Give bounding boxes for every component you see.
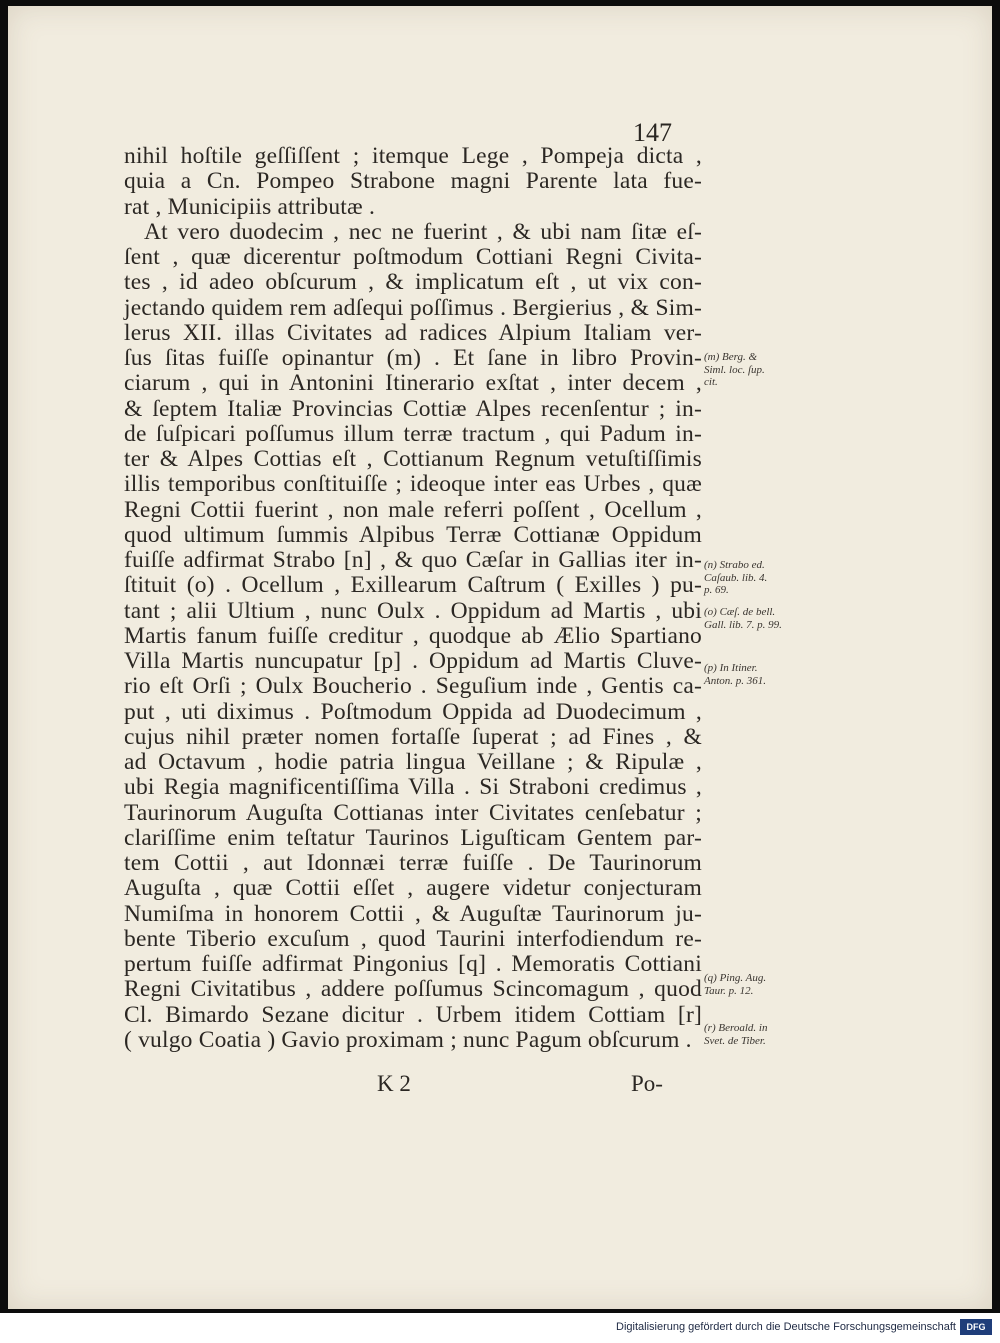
catchword: Po- — [631, 1071, 663, 1096]
text-line: illis temporibus conſtituiſſe ; ideoque inter eas Urbes , quæ — [124, 471, 702, 498]
text-line: ſus ſitas fuiſſe opinantur (m) . Et ſane in libro Provin- — [124, 345, 702, 371]
marginal-note — [704, 1022, 816, 1047]
text-line: ſtituit (o) . Ocellum , Exillearum Caſtrum ( Exilles ) pu- — [124, 572, 702, 599]
funding-notice: Digitalisierung gefördert durch die Deutsche Forschungsgemeinschaft — [616, 1321, 956, 1333]
text-line: fuiſſe adfirmat Strabo [n] , & quo Cæſar in Gallias iter in- — [124, 547, 702, 573]
text-line: ter & Alpes Cottias eſt , Cottianum Regnum vetuſtiſſimis — [124, 446, 702, 472]
marginal-note-line: Taur. p. 12. — [704, 984, 754, 997]
text-line: ( vulgo Coatia ) Gavio proximam ; nunc Pagum obſcurum . — [124, 1026, 692, 1053]
text-line: cujus nihil præter nomen fortaſſe ſuperat ; ad Fines , & — [124, 723, 702, 750]
marginal-note-line: Anton. p. 361. — [704, 674, 767, 687]
marginal-note-line: (m) Berg. & — [704, 351, 758, 363]
text-line: Numiſma in honorem Cottii , & Auguſtæ Taurinorum ju- — [124, 900, 702, 927]
marginal-note-line: Svet. de Tiber. — [704, 1034, 766, 1047]
text-line: ubi Regia magnificentiſſima Villa . Si Straboni credimus , — [124, 774, 702, 801]
marginal-note-line: (q) Ping. Aug. — [704, 972, 767, 984]
text-line: jectando quidem rem adſequi poſſimus . Bergierius , & Sim- — [124, 294, 702, 321]
text-line: Martis fanum fuiſſe creditur , quodque ab Ælio Spartiano — [124, 622, 702, 649]
marginal-note — [704, 606, 816, 631]
text-line: lerus XII. illas Civitates ad radices Alpium Italiam ver- — [124, 319, 702, 346]
text-line: bente Tiberio excuſum , quod Taurini interfodiendum re- — [124, 925, 702, 952]
main-text — [124, 144, 702, 1053]
text-line: quod ultimum ſummis Alpibus Terræ Cottianæ Oppidum — [124, 521, 702, 548]
text-line: Taurinorum Auguſta Cottianas inter Civitates cenſebatur ; — [124, 799, 702, 826]
marginal-note-line: (p) In Itiner. — [704, 662, 758, 674]
text-line: rio eſt Orſi ; Oulx Boucherio . Seguſium inde , Gentis ca- — [124, 673, 702, 700]
marginal-note-line: (n) Strabo ed. — [704, 559, 765, 571]
text-line: ad Octavum , hodie patria lingua Veillane ; & Ripulæ , — [124, 749, 702, 775]
text-line: & ſeptem Italiæ Provincias Cottiæ Alpes recenſentur ; in- — [124, 395, 702, 422]
digitization-footer — [0, 1313, 1000, 1343]
text-line: tant ; alii Ultium , nunc Oulx . Oppidum ad Martis , ubi — [124, 597, 702, 624]
marginal-note-line: (r) Beroald. in — [704, 1022, 768, 1034]
text-line: Villa Martis nuncupatur [p] . Oppidum ad Martis Cluve- — [124, 648, 702, 674]
book-page — [8, 6, 992, 1309]
marginal-note — [704, 351, 816, 389]
marginal-note-line: Siml. loc. ſup. — [704, 363, 765, 376]
marginal-note-line: Caſaub. lib. 4. — [704, 571, 768, 584]
text-line: tem Cottii , aut Idonnæi terræ fuiſſe . De Taurinorum — [124, 850, 702, 876]
marginal-note — [704, 972, 816, 997]
text-line: pertum fuiſſe adfirmat Pingonius [q] . Memoratis Cottiani — [124, 951, 702, 977]
marginal-note-line: p. 69. — [704, 584, 729, 596]
text-line: quia a Cn. Pompeo Strabone magni Parente lata fue- — [124, 168, 702, 195]
dfg-logo: DFG — [960, 1319, 992, 1335]
text-line: de ſuſpicari poſſumus illum terræ tractum , qui Padum in- — [124, 420, 702, 447]
text-line: clariſſime enim teſtatur Taurinos Liguſticam Gentem par- — [124, 824, 702, 851]
text-line: ſent , quæ dicerentur poſtmodum Cottiani Regni Civita- — [124, 244, 702, 270]
marginal-note-line: cit. — [704, 376, 718, 388]
text-line: put , uti diximus . Poſtmodum Oppida ad Duodecimum , — [124, 698, 702, 725]
marginal-note-line: Gall. lib. 7. p. 99. — [704, 618, 782, 631]
text-line: nihil hoſtile geſſiſſent ; itemque Lege , Pompeja dicta , — [124, 143, 702, 169]
text-line: Auguſta , quæ Cottii eſſet , augere videtur conjecturam — [124, 875, 702, 902]
marginal-note — [704, 662, 816, 687]
text-line: At vero duodecim , nec ne fuerint , & ubi nam ſitæ eſ- — [144, 218, 702, 245]
marginal-note — [704, 559, 816, 597]
text-line: rat , Municipiis attributæ . — [124, 193, 376, 220]
page-number: 147 — [633, 118, 672, 147]
text-line: Regni Cottii fuerint , non male referri poſſent , Ocellum , — [124, 496, 702, 523]
signature-mark: K 2 — [377, 1071, 411, 1096]
text-line: Regni Civitatibus , addere poſſumus Scincomagum , quod — [124, 976, 702, 1003]
text-line: ciarum , qui in Antonini Itinerario exſtat , inter decem , — [124, 370, 702, 397]
marginal-note-line: (o) Cæſ. de bell. — [704, 606, 776, 618]
text-line: tes , id adeo obſcurum , & implicatum eſt , ut vix con- — [124, 269, 702, 296]
page-foot — [0, 1071, 1000, 1097]
text-line: Cl. Bimardo Sezane dicitur . Urbem itidem Cottiam [r] — [124, 1001, 702, 1028]
